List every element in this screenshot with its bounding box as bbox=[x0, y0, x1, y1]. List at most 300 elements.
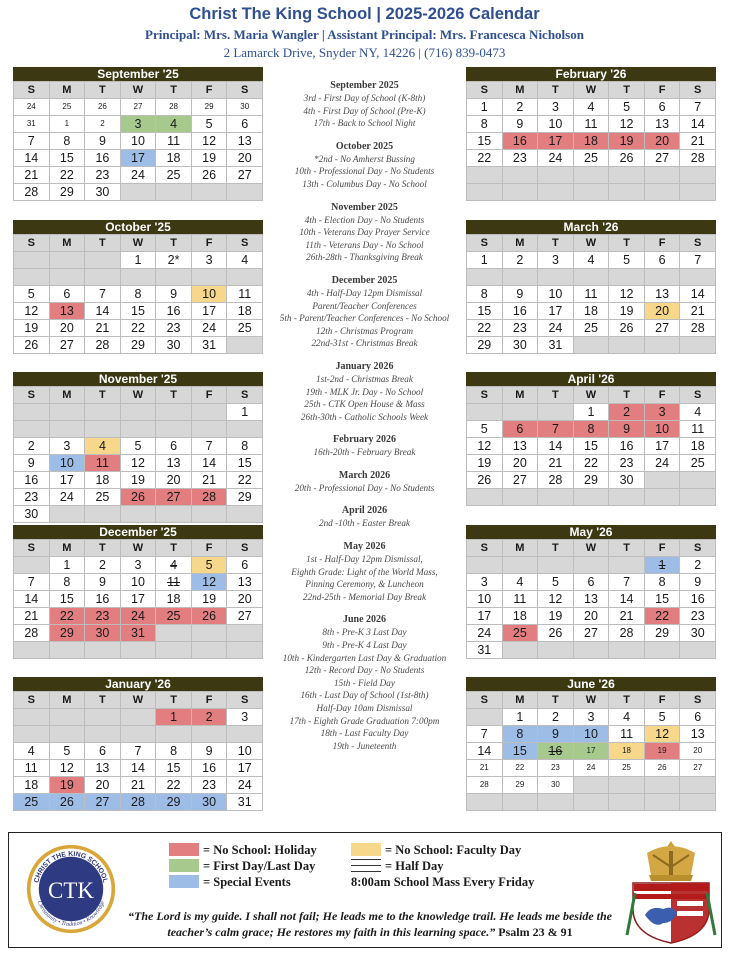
day-cell: 8 bbox=[467, 286, 503, 303]
day-cell: 9 bbox=[85, 574, 121, 591]
empty-cell bbox=[680, 642, 716, 659]
day-cell: 21 bbox=[609, 608, 645, 625]
day-cell: 9 bbox=[192, 743, 228, 760]
weekday-header: T bbox=[85, 82, 121, 99]
day-cell: 3 bbox=[538, 252, 574, 269]
empty-cell bbox=[680, 777, 716, 794]
day-cell: 9 bbox=[156, 286, 192, 303]
empty-cell bbox=[50, 269, 86, 286]
faculty-swatch bbox=[351, 843, 381, 856]
special-swatch bbox=[169, 875, 199, 888]
weekday-header: F bbox=[192, 692, 228, 709]
event-month-block bbox=[262, 613, 467, 752]
day-cell: 27 bbox=[645, 320, 681, 337]
day-cell: 11 bbox=[156, 574, 192, 591]
day-cell: 7 bbox=[14, 574, 50, 591]
weekday-header: T bbox=[85, 692, 121, 709]
day-cell: 17 bbox=[192, 303, 228, 320]
legend-holiday: = No School: Holiday bbox=[169, 843, 317, 858]
month-grid bbox=[466, 386, 716, 506]
empty-cell bbox=[503, 167, 539, 184]
day-cell: 17 bbox=[467, 608, 503, 625]
day-cell: 17 bbox=[121, 150, 157, 167]
day-cell: 20 bbox=[50, 320, 86, 337]
day-cell: 29 bbox=[50, 625, 86, 642]
empty-cell bbox=[645, 794, 681, 811]
day-cell: 6 bbox=[645, 99, 681, 116]
empty-cell bbox=[156, 421, 192, 438]
day-cell: 23 bbox=[680, 608, 716, 625]
day-cell: 5 bbox=[192, 116, 228, 133]
day-cell: 2 bbox=[680, 557, 716, 574]
month-calendar bbox=[13, 67, 263, 201]
weekday-header: M bbox=[50, 540, 86, 557]
weekday-header: W bbox=[121, 235, 157, 252]
day-cell: 13 bbox=[645, 116, 681, 133]
weekday-header: S bbox=[14, 540, 50, 557]
empty-cell bbox=[192, 421, 228, 438]
empty-cell bbox=[609, 557, 645, 574]
event-month-heading: November 2025 bbox=[331, 201, 398, 213]
empty-cell bbox=[192, 642, 228, 659]
event-month-heading: February 2026 bbox=[332, 434, 397, 446]
weekday-header: F bbox=[192, 387, 228, 404]
day-cell: 6 bbox=[680, 709, 716, 726]
weekday-header: F bbox=[645, 235, 681, 252]
empty-cell bbox=[192, 506, 228, 523]
empty-cell bbox=[645, 777, 681, 794]
day-cell: 24 bbox=[121, 608, 157, 625]
weekday-header: S bbox=[14, 235, 50, 252]
day-cell: 30 bbox=[85, 184, 121, 201]
empty-cell bbox=[156, 404, 192, 421]
event-month-block bbox=[262, 504, 467, 530]
empty-cell bbox=[503, 489, 539, 506]
day-cell: 26 bbox=[645, 760, 681, 777]
day-cell: 19 bbox=[192, 591, 228, 608]
day-cell: 8 bbox=[503, 726, 539, 743]
day-cell: 27 bbox=[680, 760, 716, 777]
event-month-heading: June 2026 bbox=[342, 614, 387, 626]
day-cell: 26 bbox=[538, 625, 574, 642]
day-cell: 2 bbox=[538, 709, 574, 726]
empty-cell bbox=[645, 337, 681, 354]
day-cell: 30 bbox=[192, 794, 228, 811]
day-cell: 13 bbox=[680, 726, 716, 743]
day-cell: 19 bbox=[609, 303, 645, 320]
day-cell: 3 bbox=[192, 252, 228, 269]
empty-cell bbox=[609, 777, 645, 794]
day-cell: 5 bbox=[467, 421, 503, 438]
day-cell: 11 bbox=[14, 760, 50, 777]
empty-cell bbox=[574, 557, 610, 574]
empty-cell bbox=[14, 404, 50, 421]
day-cell: 21 bbox=[538, 455, 574, 472]
day-cell: 28 bbox=[14, 625, 50, 642]
weekday-header: T bbox=[85, 235, 121, 252]
empty-cell bbox=[156, 625, 192, 642]
day-cell: 19 bbox=[50, 777, 86, 794]
event-item: 8th - Pre-K 3 Last Day bbox=[322, 627, 407, 638]
month-calendar bbox=[466, 67, 716, 201]
weekday-header: S bbox=[467, 540, 503, 557]
empty-cell bbox=[121, 269, 157, 286]
day-cell: 11 bbox=[574, 116, 610, 133]
event-month-block bbox=[262, 140, 467, 191]
empty-cell bbox=[14, 269, 50, 286]
day-cell: 1 bbox=[645, 557, 681, 574]
month-calendar bbox=[13, 372, 263, 523]
day-cell: 31 bbox=[227, 794, 263, 811]
day-cell: 30 bbox=[680, 625, 716, 642]
day-cell: 25 bbox=[50, 99, 86, 116]
event-month-block bbox=[262, 79, 467, 130]
weekday-header: S bbox=[680, 82, 716, 99]
day-cell: 20 bbox=[574, 608, 610, 625]
empty-cell bbox=[227, 337, 263, 354]
empty-cell bbox=[645, 167, 681, 184]
day-cell: 24 bbox=[227, 777, 263, 794]
day-cell: 14 bbox=[680, 286, 716, 303]
empty-cell bbox=[645, 642, 681, 659]
empty-cell bbox=[680, 337, 716, 354]
weekday-header: T bbox=[538, 692, 574, 709]
empty-cell bbox=[227, 269, 263, 286]
weekday-header: W bbox=[121, 692, 157, 709]
empty-cell bbox=[574, 489, 610, 506]
day-cell: 2 bbox=[192, 709, 228, 726]
day-cell: 17 bbox=[227, 760, 263, 777]
day-cell: 5 bbox=[14, 286, 50, 303]
day-cell: 18 bbox=[574, 133, 610, 150]
empty-cell bbox=[227, 506, 263, 523]
day-cell: 11 bbox=[227, 286, 263, 303]
weekday-header: F bbox=[192, 540, 228, 557]
event-item: 18th - Last Faculty Day bbox=[320, 728, 409, 739]
day-cell: 6 bbox=[50, 286, 86, 303]
weekday-header: T bbox=[156, 235, 192, 252]
day-cell: 21 bbox=[14, 167, 50, 184]
legend-faculty: = No School: Faculty Day bbox=[351, 843, 521, 858]
month-grid bbox=[466, 234, 716, 354]
month-title: March '26 bbox=[466, 220, 716, 234]
day-cell: 4 bbox=[574, 252, 610, 269]
day-cell: 12 bbox=[645, 726, 681, 743]
empty-cell bbox=[156, 726, 192, 743]
empty-cell bbox=[85, 269, 121, 286]
day-cell: 18 bbox=[156, 591, 192, 608]
empty-cell bbox=[609, 642, 645, 659]
day-cell: 20 bbox=[85, 777, 121, 794]
day-cell: 1 bbox=[50, 557, 86, 574]
day-cell: 9 bbox=[85, 133, 121, 150]
empty-cell bbox=[574, 794, 610, 811]
day-cell: 4 bbox=[156, 116, 192, 133]
day-cell: 2 bbox=[503, 252, 539, 269]
day-cell: 17 bbox=[50, 472, 86, 489]
day-cell: 27 bbox=[156, 489, 192, 506]
event-item: 10th - Kindergarten Last Day & Graduation bbox=[282, 652, 447, 663]
day-cell: 26 bbox=[609, 150, 645, 167]
event-item: 4th - Half-Day 12pm Dismissal bbox=[306, 287, 423, 298]
event-item: Parent/Teacher Conferences bbox=[312, 300, 417, 311]
day-cell: 17 bbox=[538, 303, 574, 320]
day-cell: 12 bbox=[121, 455, 157, 472]
day-cell: 27 bbox=[50, 337, 86, 354]
school-logo bbox=[25, 843, 117, 935]
empty-cell bbox=[609, 489, 645, 506]
day-cell: 15 bbox=[645, 591, 681, 608]
day-cell: 25 bbox=[227, 320, 263, 337]
day-cell: 2 bbox=[609, 404, 645, 421]
day-cell: 15 bbox=[574, 438, 610, 455]
day-cell: 8 bbox=[467, 116, 503, 133]
day-cell: 13 bbox=[645, 286, 681, 303]
day-cell: 12 bbox=[609, 116, 645, 133]
day-cell: 22 bbox=[227, 472, 263, 489]
day-cell: 1 bbox=[467, 99, 503, 116]
day-cell: 28 bbox=[467, 777, 503, 794]
day-cell: 26 bbox=[467, 472, 503, 489]
day-cell: 28 bbox=[192, 489, 228, 506]
day-cell: 2* bbox=[156, 252, 192, 269]
day-cell: 25 bbox=[503, 625, 539, 642]
day-cell: 11 bbox=[680, 421, 716, 438]
empty-cell bbox=[538, 167, 574, 184]
empty-cell bbox=[645, 489, 681, 506]
event-item: 15th - Field Day bbox=[334, 677, 395, 688]
month-title: April '26 bbox=[466, 372, 716, 386]
day-cell: 17 bbox=[645, 438, 681, 455]
month-title: November '25 bbox=[13, 372, 263, 386]
day-cell: 15 bbox=[227, 455, 263, 472]
day-cell: 6 bbox=[503, 421, 539, 438]
weekday-header: T bbox=[609, 387, 645, 404]
day-cell: 24 bbox=[192, 320, 228, 337]
empty-cell bbox=[14, 726, 50, 743]
empty-cell bbox=[574, 269, 610, 286]
legend-box bbox=[8, 832, 722, 948]
empty-cell bbox=[192, 625, 228, 642]
day-cell: 8 bbox=[50, 133, 86, 150]
day-cell: 1 bbox=[467, 252, 503, 269]
weekday-header: S bbox=[227, 540, 263, 557]
day-cell: 22 bbox=[467, 320, 503, 337]
day-cell: 26 bbox=[50, 794, 86, 811]
empty-cell bbox=[50, 709, 86, 726]
weekday-header: S bbox=[14, 692, 50, 709]
empty-cell bbox=[50, 404, 86, 421]
empty-cell bbox=[50, 252, 86, 269]
event-item: 25th - CTK Open House & Mass bbox=[304, 399, 425, 410]
day-cell: 14 bbox=[14, 591, 50, 608]
empty-cell bbox=[85, 506, 121, 523]
day-cell: 28 bbox=[85, 337, 121, 354]
weekday-header: M bbox=[503, 540, 539, 557]
principal-line: Principal: Mrs. Maria Wangler | Assistant Principal: Mrs. Francesca Nicholson bbox=[145, 27, 584, 42]
day-cell: 30 bbox=[85, 625, 121, 642]
day-cell: 30 bbox=[503, 337, 539, 354]
day-cell: 28 bbox=[538, 472, 574, 489]
empty-cell bbox=[503, 404, 539, 421]
month-grid bbox=[466, 81, 716, 201]
day-cell: 11 bbox=[156, 133, 192, 150]
event-item: 1st - Half-Day 12pm Dismissal, bbox=[306, 554, 423, 565]
empty-cell bbox=[192, 184, 228, 201]
day-cell: 10 bbox=[538, 116, 574, 133]
weekday-header: W bbox=[574, 387, 610, 404]
day-cell: 24 bbox=[121, 167, 157, 184]
day-cell: 2 bbox=[14, 438, 50, 455]
psalm-quote: “The Lord is my guide. I shall not fail; He leads me to the knowledge trail. He leads me beside the teacher’s calm grace; He restores my faith in this learning space.” Psalm 23 & 91 bbox=[128, 909, 612, 939]
event-month-heading: January 2026 bbox=[335, 360, 394, 372]
day-cell: 14 bbox=[192, 455, 228, 472]
day-cell: 8 bbox=[574, 421, 610, 438]
weekday-header: W bbox=[121, 387, 157, 404]
weekday-header: T bbox=[156, 387, 192, 404]
empty-cell bbox=[503, 557, 539, 574]
day-cell: 6 bbox=[85, 743, 121, 760]
weekday-header: S bbox=[227, 692, 263, 709]
day-cell: 18 bbox=[503, 608, 539, 625]
day-cell: 4 bbox=[156, 557, 192, 574]
day-cell: 2 bbox=[503, 99, 539, 116]
weekday-header: M bbox=[503, 692, 539, 709]
weekday-header: W bbox=[574, 692, 610, 709]
month-grid bbox=[13, 691, 263, 811]
day-cell: 4 bbox=[680, 404, 716, 421]
event-item: 16th - Last Day of School (1st-8th) bbox=[300, 690, 429, 701]
weekday-header: M bbox=[50, 692, 86, 709]
empty-cell bbox=[503, 184, 539, 201]
events-list bbox=[262, 79, 467, 762]
month-calendar bbox=[466, 220, 716, 354]
day-cell: 10 bbox=[192, 286, 228, 303]
empty-cell bbox=[574, 777, 610, 794]
event-month-block bbox=[262, 433, 467, 459]
day-cell: 24 bbox=[538, 320, 574, 337]
empty-cell bbox=[574, 167, 610, 184]
month-title: September '25 bbox=[13, 67, 263, 81]
day-cell: 15 bbox=[50, 591, 86, 608]
day-cell: 24 bbox=[50, 489, 86, 506]
day-cell: 9 bbox=[538, 726, 574, 743]
empty-cell bbox=[227, 726, 263, 743]
weekday-header: F bbox=[645, 82, 681, 99]
empty-cell bbox=[50, 642, 86, 659]
day-cell: 20 bbox=[227, 591, 263, 608]
day-cell: 4 bbox=[574, 99, 610, 116]
day-cell: 19 bbox=[192, 150, 228, 167]
empty-cell bbox=[680, 184, 716, 201]
event-item: 12th - Record Day - No Students bbox=[304, 665, 425, 676]
weekday-header: S bbox=[467, 235, 503, 252]
day-cell: 15 bbox=[156, 760, 192, 777]
day-cell: 18 bbox=[609, 743, 645, 760]
empty-cell bbox=[609, 184, 645, 201]
empty-cell bbox=[467, 184, 503, 201]
month-calendar bbox=[466, 525, 716, 659]
day-cell: 5 bbox=[50, 743, 86, 760]
weekday-header: T bbox=[156, 82, 192, 99]
empty-cell bbox=[14, 421, 50, 438]
empty-cell bbox=[85, 726, 121, 743]
day-cell: 15 bbox=[467, 303, 503, 320]
event-item: 26th-28th - Thanksgiving Break bbox=[306, 252, 423, 263]
event-item: 17th - Back to School Night bbox=[313, 118, 416, 129]
firstlast-swatch bbox=[169, 859, 199, 872]
day-cell: 25 bbox=[680, 455, 716, 472]
day-cell: 26 bbox=[192, 167, 228, 184]
weekday-header: F bbox=[645, 387, 681, 404]
empty-cell bbox=[503, 794, 539, 811]
day-cell: 30 bbox=[538, 777, 574, 794]
weekday-header: S bbox=[227, 387, 263, 404]
event-month-heading: September 2025 bbox=[330, 80, 399, 91]
empty-cell bbox=[156, 642, 192, 659]
day-cell: 13 bbox=[85, 760, 121, 777]
month-title: December '25 bbox=[13, 525, 263, 539]
day-cell: 30 bbox=[156, 337, 192, 354]
day-cell: 4 bbox=[609, 709, 645, 726]
day-cell: 16 bbox=[156, 303, 192, 320]
day-cell: 16 bbox=[14, 472, 50, 489]
day-cell: 31 bbox=[467, 642, 503, 659]
day-cell: 14 bbox=[467, 743, 503, 760]
day-cell: 8 bbox=[121, 286, 157, 303]
day-cell: 3 bbox=[121, 116, 157, 133]
day-cell: 11 bbox=[574, 286, 610, 303]
day-cell: 18 bbox=[680, 438, 716, 455]
day-cell: 3 bbox=[645, 404, 681, 421]
legend-half: = Half Day bbox=[351, 859, 444, 874]
weekday-header: W bbox=[121, 540, 157, 557]
day-cell: 10 bbox=[574, 726, 610, 743]
month-title: February '26 bbox=[466, 67, 716, 81]
empty-cell bbox=[85, 642, 121, 659]
day-cell: 17 bbox=[574, 743, 610, 760]
empty-cell bbox=[192, 726, 228, 743]
event-item: 10th - Professional Day - No Students bbox=[294, 166, 435, 177]
day-cell: 16 bbox=[609, 438, 645, 455]
day-cell: 6 bbox=[574, 574, 610, 591]
weekday-header: W bbox=[574, 235, 610, 252]
day-cell: 9 bbox=[680, 574, 716, 591]
day-cell: 18 bbox=[156, 150, 192, 167]
empty-cell bbox=[121, 506, 157, 523]
day-cell: 15 bbox=[503, 743, 539, 760]
weekday-header: T bbox=[538, 387, 574, 404]
event-month-heading: March 2026 bbox=[338, 469, 391, 481]
day-cell: 27 bbox=[503, 472, 539, 489]
day-cell: 19 bbox=[609, 133, 645, 150]
weekday-header: S bbox=[680, 540, 716, 557]
legend-mass: 8:00am School Mass Every Friday bbox=[351, 875, 535, 889]
empty-cell bbox=[14, 709, 50, 726]
day-cell: 10 bbox=[538, 286, 574, 303]
day-cell: 22 bbox=[467, 150, 503, 167]
day-cell: 6 bbox=[645, 252, 681, 269]
weekday-header: M bbox=[50, 235, 86, 252]
weekday-header: T bbox=[156, 692, 192, 709]
day-cell: 9 bbox=[609, 421, 645, 438]
day-cell: 3 bbox=[227, 709, 263, 726]
day-cell: 4 bbox=[85, 438, 121, 455]
day-cell: 23 bbox=[503, 150, 539, 167]
day-cell: 12 bbox=[538, 591, 574, 608]
day-cell: 12 bbox=[192, 574, 228, 591]
empty-cell bbox=[467, 404, 503, 421]
